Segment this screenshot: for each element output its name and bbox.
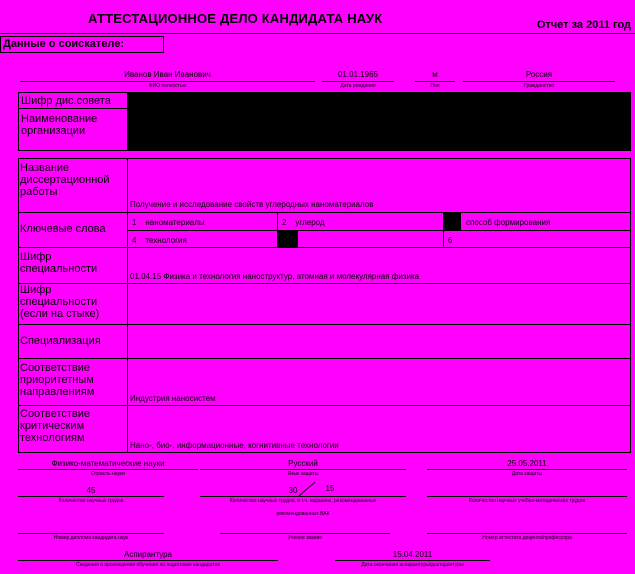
specialization-label: Специализация [20, 335, 101, 347]
keywords-label: Ключевые слова [20, 223, 106, 235]
keyword-6[interactable]: 6 [448, 236, 453, 245]
keyword-4-number: 4 [132, 236, 137, 245]
applicant-name-caption: ФИО полностью [148, 83, 187, 89]
applicant-section-label: Данные о соискателе: [0, 36, 164, 53]
critical-technologies-value[interactable]: Нано-, био-, информационные, когнитивные технологии [130, 441, 339, 450]
divider [18, 212, 631, 213]
org-name-label: Наименование организации [18, 108, 128, 151]
divider [200, 496, 406, 497]
divider [18, 324, 631, 325]
defense-date-field[interactable]: 25.05.2011 [507, 459, 547, 468]
sex-field[interactable]: м [432, 70, 438, 79]
keyword-3[interactable]: способ формирования [466, 218, 551, 227]
keyword-1-text: наноматериалы [145, 218, 205, 227]
divider [18, 560, 278, 561]
birth-date-field[interactable]: 01.01.1965 [337, 70, 379, 79]
keyword-4-text: технология [145, 236, 187, 245]
vak-works-recommended-field[interactable]: 15 [325, 484, 335, 493]
keyword-5-number-redacted [278, 231, 298, 247]
divider [427, 533, 627, 534]
defense-language-field[interactable]: Русский [288, 459, 318, 468]
priority-directions-label: Соответствие приоритетным направлениям [20, 362, 95, 398]
divider [18, 496, 164, 497]
priority-directions-value[interactable]: Индустрия наносистем [130, 394, 216, 403]
critical-technologies-label: Соответствие критическим технологиям [20, 408, 91, 444]
divider [463, 81, 615, 82]
science-branch-field[interactable]: Физико-математические науки [51, 459, 165, 468]
page-title: АТТЕСТАЦИОННОЕ ДЕЛО КАНДИДАТА НАУК [88, 11, 383, 26]
birth-date-caption: Дата рождения [340, 83, 376, 89]
keyword-2-text: углерод [295, 218, 325, 227]
divider [127, 158, 128, 453]
keyword-3-number-redacted [444, 213, 461, 230]
council-data-redacted [128, 93, 630, 150]
vak-works-caption-2: рекомендованных ВАК [276, 511, 330, 517]
defense-date-caption: Дата защиты [511, 471, 543, 477]
divider [18, 358, 631, 359]
keyword-2[interactable] [279, 218, 443, 227]
specialty-code-value[interactable]: 01.04.15 Физика и технология наноструктур, атомная и молекулярная физика [130, 272, 420, 281]
keyword-1[interactable] [129, 218, 277, 227]
citizenship-field[interactable]: Россия [525, 70, 553, 79]
specialty-code-label: Шифр специальности [20, 251, 98, 275]
defense-language-caption: Язык защиты [287, 471, 319, 477]
citizenship-caption: Гражданство [524, 83, 554, 89]
postgraduate-end-date-caption: Дата окончания аспирантуры/докторантуры [361, 562, 464, 568]
divider [427, 469, 627, 470]
council-code-label: Шифр дис.совета [18, 92, 128, 109]
divider [127, 230, 631, 231]
divider [335, 560, 490, 561]
keyword-2-number: 2 [282, 218, 287, 227]
professor-certificate-caption: Номер аттестата доцента/профессора [482, 535, 572, 541]
applicant-name-field[interactable]: Иванов Иван Иванович [124, 70, 211, 79]
keyword-1-number: 1 [132, 218, 137, 227]
academic-title-caption: Ученое звание [287, 535, 323, 541]
method-works-caption: Количество научных учебно-методических трудов [468, 498, 586, 504]
report-year: Отчет за 2011 год [536, 19, 631, 31]
divider [18, 469, 198, 470]
divider [20, 81, 315, 82]
works-count-caption: Количество научных трудов [58, 498, 124, 504]
candidate-diploma-caption: Номер диплома кандидата наук [53, 535, 129, 541]
divider [322, 81, 394, 82]
vak-works-total-field[interactable]: 30 [288, 486, 298, 495]
dissertation-title-label: Название диссертационной работы [20, 162, 110, 198]
specialty-code-secondary-label: Шифр специальности (если на стыке) [20, 284, 100, 320]
postgraduate-field[interactable]: Аспирантура [123, 550, 172, 559]
divider [18, 247, 631, 248]
postgraduate-end-date-field[interactable]: 15.04.2011 [392, 550, 433, 559]
divider [220, 533, 390, 534]
science-branch-caption: Отрасль науки [90, 471, 126, 477]
dissertation-title-value[interactable]: Получение и исследование свойств углеродных наноматериалов [130, 200, 374, 209]
postgraduate-caption: Сведения о прохождении обучения по подготовке кандидатов [75, 562, 221, 568]
divider [18, 533, 164, 534]
sex-caption: Пол [430, 83, 440, 89]
works-count-field[interactable]: 45 [86, 486, 96, 495]
divider [415, 81, 455, 82]
vak-works-caption-1: Количество научных трудов, в т.ч. изданиях, рекомендованных [229, 498, 377, 504]
divider [427, 496, 627, 497]
divider [200, 469, 406, 470]
keyword-4[interactable] [129, 236, 277, 245]
header-divider [0, 33, 635, 34]
